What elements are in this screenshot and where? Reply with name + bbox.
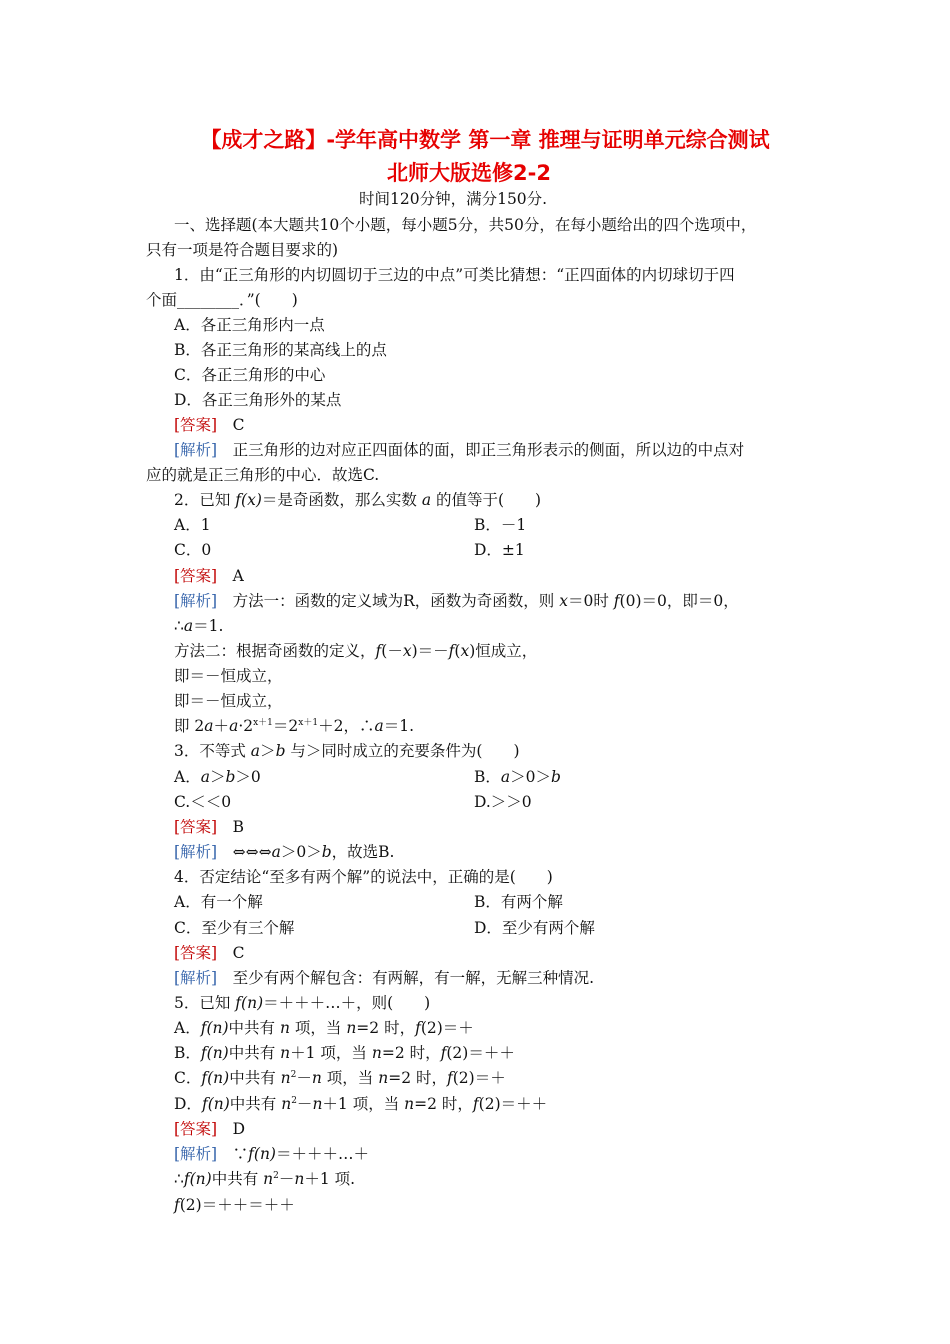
- q2-option-b: B．－1: [474, 516, 527, 534]
- q5-option-c: C．f(n)中共有 $n^2-n$ 项，当 n=2 时，f(2)＝＋: [174, 1069, 506, 1087]
- q1-analysis-line1: [174, 440, 744, 460]
- answer-tag: [答案]: [174, 1120, 218, 1138]
- q4-option-c: C．至少有三个解: [174, 919, 295, 937]
- analysis-tag: [解析]: [174, 969, 218, 987]
- q5-analysis-line2: ∴f(n)中共有 $n^2-n+1$ 项.: [174, 1170, 356, 1188]
- q2-option-d: D．±1: [474, 541, 525, 559]
- time-info: 时间120分钟，满分150分.: [359, 190, 548, 208]
- doc-title-line1: 【成才之路】-学年高中数学 第一章 推理与证明单元综合测试: [200, 128, 770, 152]
- q5-option-a: A．f(n)中共有 n 项，当 n=2 时，f(2)＝＋: [174, 1019, 474, 1037]
- answer-value: A: [232, 567, 244, 585]
- answer-tag: [答案]: [174, 944, 218, 962]
- q1-option-d: D．各正三角形外的某点: [174, 391, 342, 409]
- answer-value: C: [232, 416, 245, 434]
- q4-answer: [174, 943, 245, 963]
- q1-option-a: A．各正三角形内一点: [174, 316, 325, 334]
- q2-analysis-line2: ∴a＝1.: [174, 617, 224, 635]
- q3-stem: 3．不等式 a＞b 与＞同时成立的充要条件为( ): [174, 742, 520, 760]
- q3-option-d: D.＞＞0: [474, 793, 532, 811]
- q2-method2: 方法二：根据奇函数的定义，f(－x)＝－f(x)恒成立，: [174, 642, 538, 660]
- analysis-tag: [解析]: [174, 1145, 218, 1163]
- q4-stem: 4．否定结论“至多有两个解”的说法中，正确的是( ): [174, 868, 553, 886]
- q2-step3: 即 $2a+a\cdot 2^{x+1}=2^{x+1}+2$，∴a＝1.: [174, 717, 415, 735]
- q5-answer: [174, 1119, 245, 1139]
- q5-analysis-line3: f(2)＝＋＋＝＋＋: [174, 1196, 295, 1214]
- q5-option-b: B．f(n)中共有 n＋1 项，当 n=2 时，f(2)＝＋＋: [174, 1044, 515, 1062]
- q3-option-b: B．a＞0＞b: [474, 768, 561, 786]
- q1-option-b: B．各正三角形的某高线上的点: [174, 341, 387, 359]
- q2-stem: 2．已知 f(x)＝是奇函数，那么实数 a 的值等于( ): [174, 491, 542, 509]
- q1-option-c: C．各正三角形的中心: [174, 366, 326, 384]
- section-heading-line2: 只有一项是符合题目要求的): [146, 241, 339, 259]
- q1-stem-line1: 1．由“正三角形的内切圆切于三边的中点”可类比猜想：“正四面体的内切球切于四: [174, 266, 735, 284]
- section-heading-line1: 一、选择题(本大题共10个小题，每小题5分，共50分，在每小题给出的四个选项中，: [174, 216, 757, 234]
- q1-stem-line2: 个面________．”( ): [146, 291, 298, 309]
- q4-option-d: D．至少有两个解: [474, 919, 595, 937]
- q3-option-a: A．a＞b＞0: [174, 768, 261, 786]
- doc-title-line2: 北师大版选修2-2: [387, 161, 551, 185]
- q2-step1: 即＝－恒成立，: [174, 667, 283, 685]
- analysis-tag: [解析]: [174, 592, 218, 610]
- answer-tag: [答案]: [174, 818, 218, 836]
- q2-step2: 即＝－恒成立，: [174, 692, 283, 710]
- q1-analysis-line2: 应的就是正三角形的中心．故选C.: [146, 466, 380, 484]
- analysis-tag: [解析]: [174, 441, 218, 459]
- q5-stem: 5．已知 f(n)＝＋＋＋…＋，则( ): [174, 994, 431, 1012]
- q2-answer: [174, 566, 244, 586]
- q2-analysis-line1: [解析] 方法一：函数的定义域为R，函数为奇函数，则 x＝0时 f(0)＝0，即＝0，: [174, 592, 739, 610]
- q4-option-b: B．有两个解: [474, 893, 563, 911]
- q2-option-a: A．1: [174, 516, 211, 534]
- q5-option-d: D．f(n)中共有 $n^2-n+1$ 项，当 n=2 时，f(2)＝＋＋: [174, 1095, 548, 1113]
- q1-answer: [174, 415, 245, 435]
- analysis-text: 正三角形的边对应正四面体的面，即正三角形表示的侧面，所以边的中点对: [232, 441, 745, 459]
- answer-value: D: [232, 1120, 246, 1138]
- q4-analysis: [解析] 至少有两个解包含：有两解，有一解，无解三种情况.: [174, 969, 595, 987]
- answer-value: C: [232, 944, 245, 962]
- analysis-tag: [解析]: [174, 843, 218, 861]
- q2-option-c: C．0: [174, 541, 212, 559]
- q3-answer: [174, 817, 244, 837]
- answer-tag: [答案]: [174, 416, 218, 434]
- q5-analysis-line1: [解析] ∵f(n)＝＋＋＋…＋: [174, 1145, 369, 1163]
- q4-option-a: A．有一个解: [174, 893, 263, 911]
- q3-analysis: [解析] ⇔⇔⇔a＞0＞b，故选B.: [174, 843, 395, 861]
- answer-value: B: [232, 818, 245, 836]
- q3-option-c: C.＜＜0: [174, 793, 232, 811]
- answer-tag: [答案]: [174, 567, 218, 585]
